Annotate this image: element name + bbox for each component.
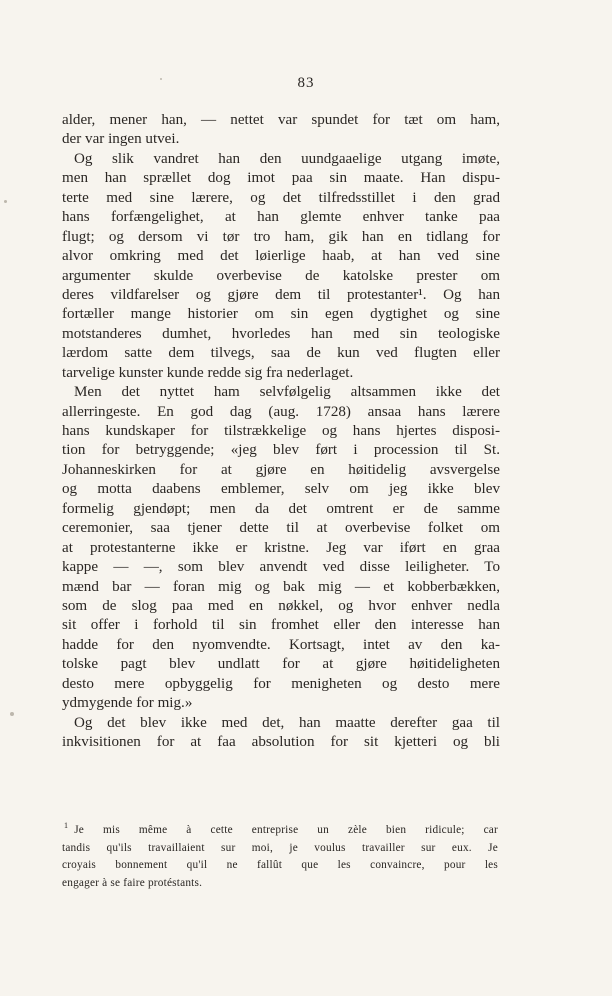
text-line: motstanderes dumhet, hvorledes han med sin teologiske — [62, 325, 500, 342]
footnote — [62, 822, 498, 892]
text-line: allerringeste. En god dag (aug. 1728) ansaa hans lærere — [62, 403, 500, 420]
paper-speck — [10, 712, 14, 716]
text-line: Men det nyttet ham selvfølgelig altsammen ikke det — [74, 384, 500, 401]
text-line: flugt; og dersom vi tør tro ham, gik han en tidlang for — [62, 228, 500, 245]
text-line: Og det blev ikke med det, han maatte derefter gaa til — [74, 714, 500, 731]
text-line: desto mere opbyggelig for menigheten og desto mere — [62, 675, 500, 692]
footnote-line: croyais bonnement qu'il ne fallût que les convaincre, pour les — [62, 859, 498, 872]
text-line: terte med sine lærere, og det tilfredsstillet i den grad — [62, 189, 500, 206]
paper-speck — [160, 78, 162, 80]
text-line: inkvisitionen for at faa absolution for sit kjetteri og bli — [62, 734, 500, 750]
text-line: alvor omkring med det løierlige haab, at han ved sine — [62, 248, 500, 265]
text-line: og motta daabens emblemer, selv om jeg ikke blev — [62, 481, 500, 498]
body-text — [62, 111, 500, 752]
text-line: formelig gjendøpt; men da det omtrent er de samme — [62, 500, 500, 517]
text-line: ceremonier, saa tjener dette til at overbevise folket om — [62, 520, 500, 537]
footnote-line: tandis qu'ils travaillaient sur moi, je voulus travailler sur eux. Je — [62, 841, 498, 854]
text-line: tion for betryggende; «jeg blev ført i procession til St. — [62, 442, 500, 459]
text-line: mænd bar — foran mig og bak mig — et kobberbækken, — [62, 578, 500, 595]
text-line: ydmygende for mig.» — [62, 695, 193, 712]
footnote-marker: 1 — [64, 821, 69, 831]
text-line: hadde for den nyomvendte. Kortsagt, intet av den ka- — [62, 636, 500, 653]
text-line: at protestanterne ikke er kristne. Jeg var iført en graa — [62, 539, 500, 556]
text-line: argumenter skulde overbevise de katolske prester om — [62, 267, 500, 284]
footnote-text: Je mis même à cette entreprise un zèle bien ridicule; car — [74, 824, 498, 836]
text-line: kappe — —, som blev anvendt ved disse leiligheter. To — [62, 559, 500, 576]
text-line: sit offer i forhold til sin fromhet eller den interesse han — [62, 617, 500, 634]
text-line: som de slog paa med en nøkkel, og hvor enhver nedla — [62, 597, 500, 614]
paper-speck — [4, 200, 7, 203]
text-line: alder, mener han, — nettet var spundet for tæt om ham, — [62, 112, 500, 128]
text-line: hans forfængelighet, at han glemte enhver tanke paa — [62, 209, 500, 226]
text-line: der var ingen utvei. — [62, 131, 180, 148]
text-line: tolske pagt blev undlatt for at gjøre høitideligheten — [62, 656, 500, 673]
footnote-line — [62, 822, 498, 840]
text-line: lærdom satte dem tilvegs, saa de kun ved flugten eller — [62, 345, 500, 362]
text-line: fortæller mange historier om sin egen dygtighet og sine — [62, 306, 500, 323]
text-line: tarvelige kunster kunde redde sig fra nederlaget. — [62, 364, 354, 381]
text-line: deres vildfarelser og gjøre dem til protestanter¹. Og han — [62, 286, 500, 303]
footnote-line: engager à se faire protéstants. — [62, 876, 203, 889]
text-line: hans kundskaper for tilstrækkelige og hans hjertes disposi- — [62, 423, 500, 439]
text-line: Og slik vandret han den uundgaaelige utgang imøte, — [74, 150, 500, 167]
text-line: men han sprællet dog imot paa sin maate. Han dispu- — [62, 170, 500, 187]
page-number: 83 — [297, 75, 315, 91]
text-line: Johanneskirken for at gjøre en høitidelig avsvergelse — [62, 461, 500, 478]
